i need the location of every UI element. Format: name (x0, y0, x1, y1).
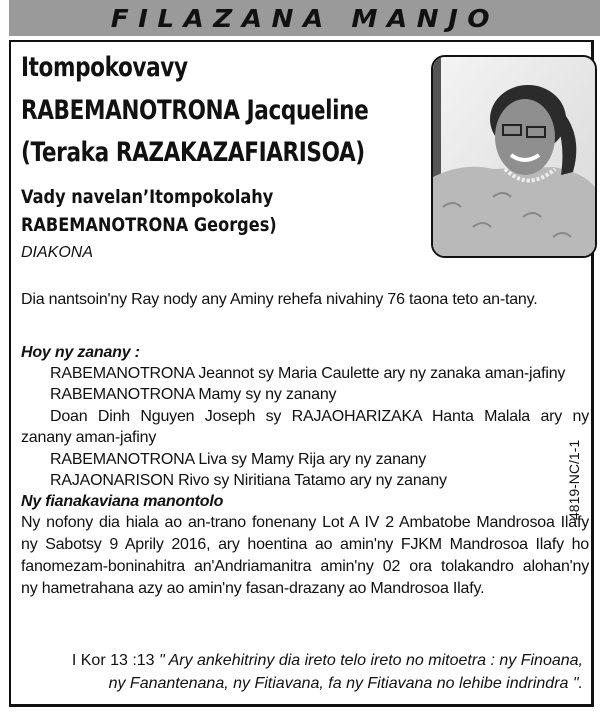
ad-code: 4819-NC/1-1 (566, 439, 582, 520)
verse-text-1: " Ary ankehitriny dia ireto telo ireto no mitoetra : ny Finoana, (159, 652, 583, 669)
obituary-box (9, 40, 594, 707)
deceased-maiden-name: (Teraka RAZAKAZAFIARISOA) (21, 137, 365, 168)
family-entry: RABEMANOTRONA Mamy sy ny zanany (50, 386, 337, 403)
verse-line-2 (109, 675, 583, 693)
portrait-photo (431, 55, 597, 258)
banner-title: FILAZANA MANJO (110, 3, 499, 33)
details-line: fanomezam-boninahitra an'Andriamanitra amin'ny 02 ora tolakandro alohan'ny (21, 558, 589, 575)
portrait-icon (433, 57, 595, 256)
family-heading: Hoy ny zanany : (21, 344, 140, 361)
details-line: Ny nofony dia hiala ao an-trano fonenany Lot A IV 2 Ambatobe Mandrosoa Ilafy (21, 514, 589, 531)
details-line: ny hametrahana azy ao amin'ny fasan-drazany ao Mandrosoa Ilafy. (21, 580, 485, 597)
verse-reference: I Kor 13 :13 (71, 652, 155, 669)
spouse-line-1: Vady navelan’Itompokolahy (21, 186, 274, 208)
relatives-heading: Ny fianakaviana manontolo (21, 493, 224, 510)
family-entry: RABEMANOTRONA Liva sy Mamy Rija ary ny zanany (50, 451, 426, 468)
announcement-text: Dia nantsoin'ny Ray nody any Aminy rehefa nivahiny 76 taona teto an-tany. (21, 291, 538, 308)
family-entry: RABEMANOTRONA Jeannot sy Maria Caulette ary ny zanaka aman-jafiny (50, 365, 566, 382)
deceased-title: DIAKONA (21, 244, 94, 261)
details-line: ny Sabotsy 9 Aprily 2016, ary hoentina ao amin'ny FJKM Mandrosoa Ilafy ho (21, 536, 589, 553)
deceased-name: RABEMANOTRONA Jacqueline (21, 95, 369, 126)
header-banner (9, 0, 600, 36)
family-entry: Doan Dinh Nguyen Joseph sy RAJAOHARIZAKA Hanta Malala ary ny (50, 408, 589, 425)
verse-text-2: ny Fanantenana, ny Fitiavana, fa ny Fitiavana no lehibe indrindra ". (108, 675, 583, 692)
family-entry: RAJAONARISON Rivo sy Niritiana Tatamo ary ny zanany (50, 472, 447, 489)
verse-line-1 (72, 652, 583, 670)
spouse-line-2: RABEMANOTRONA Georges) (21, 214, 277, 236)
family-entry-continued: zanany aman-jafiny (21, 429, 157, 446)
deceased-honorific: Itompokovavy (21, 52, 188, 83)
